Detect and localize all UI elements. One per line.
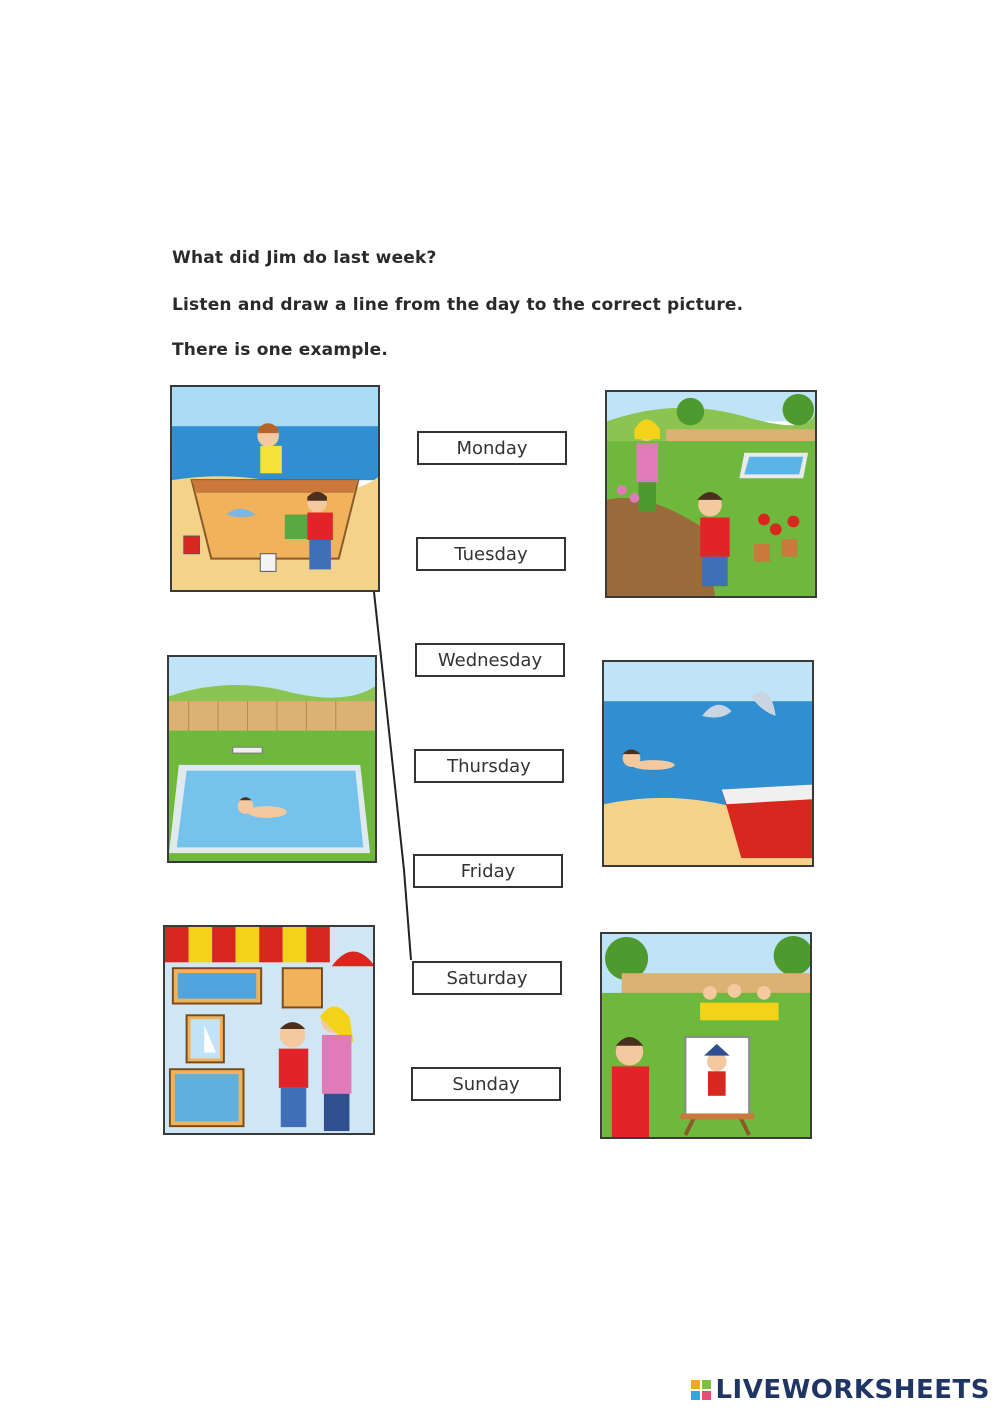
painting-pirate-illustration [602, 934, 810, 1137]
day-sunday[interactable]: Sunday [411, 1067, 561, 1101]
task-text: Listen and draw a line from the day to the correct picture. [172, 295, 744, 315]
brand-grid-icon [691, 1380, 711, 1400]
day-thursday[interactable]: Thursday [414, 749, 564, 783]
picture-painting-pirate[interactable] [600, 932, 812, 1139]
painting-boat-illustration [172, 387, 378, 590]
picture-swimming-pool[interactable] [167, 655, 377, 863]
picture-sea-dolphins[interactable] [602, 660, 814, 867]
picture-gardening[interactable] [605, 390, 817, 598]
day-friday[interactable]: Friday [413, 854, 563, 888]
swimming-pool-illustration [169, 657, 375, 861]
day-tuesday[interactable]: Tuesday [416, 537, 566, 571]
gardening-illustration [607, 392, 815, 596]
sea-dolphins-illustration [604, 662, 812, 865]
brand-text: LIVEWORKSHEETS [715, 1375, 990, 1405]
day-wednesday[interactable]: Wednesday [415, 643, 565, 677]
example-note: There is one example. [172, 340, 389, 360]
day-monday[interactable]: Monday [417, 431, 567, 465]
liveworksheets-logo [691, 1375, 990, 1405]
art-gallery-illustration [165, 927, 373, 1133]
question-text: What did Jim do last week? [172, 248, 437, 268]
picture-art-gallery[interactable] [163, 925, 375, 1135]
day-saturday[interactable]: Saturday [412, 961, 562, 995]
picture-painting-boat[interactable] [170, 385, 380, 592]
